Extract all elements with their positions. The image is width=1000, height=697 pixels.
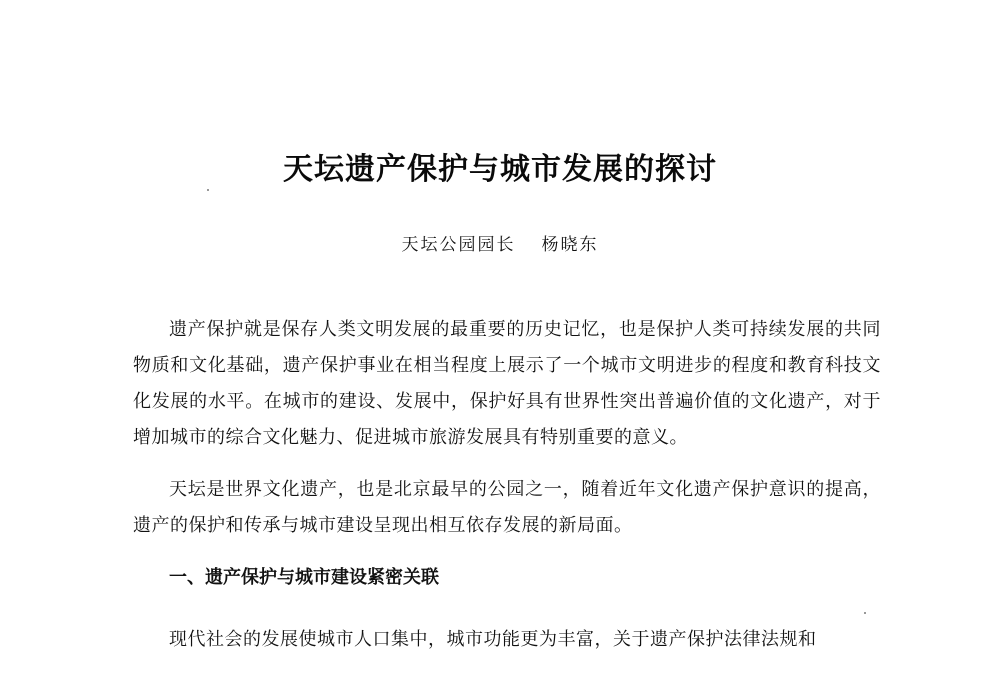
author-name: 杨晓东 [541, 235, 599, 255]
section-heading: 一、遗产保护与城市建设紧密关联 [169, 567, 439, 588]
scan-speck [864, 612, 866, 614]
byline [0, 232, 1000, 258]
paragraph-1: 遗产保护就是保存人类文明发展的最重要的历史记忆，也是保护人类可持续发展的共同物质和文化基础，遗产保护事业在相当程度上展示了一个城市文明进步的程度和教育科技文化发展的水平。在城市的建设、发展中，保护好具有世界性突出普遍价值的文化遗产，对于增加城市的综合文化魅力、促进城市旅游发展具有特别重要的意义。 [133, 319, 881, 448]
author-affiliation: 天坛公园园长 [401, 235, 516, 255]
article-body [133, 312, 881, 658]
article-title: 天坛遗产保护与城市发展的探讨 [283, 152, 717, 187]
paragraph-2: 天坛是世界文化遗产，也是北京最早的公园之一，随着近年文化遗产保护意识的提高，遗产的保护和传承与城市建设呈现出相互依存发展的新局面。 [133, 479, 881, 536]
paragraph-3-partial: 现代社会的发展使城市人口集中，城市功能更为丰富，关于遗产保护法律法规和 [169, 629, 817, 650]
scan-speck [207, 189, 209, 191]
